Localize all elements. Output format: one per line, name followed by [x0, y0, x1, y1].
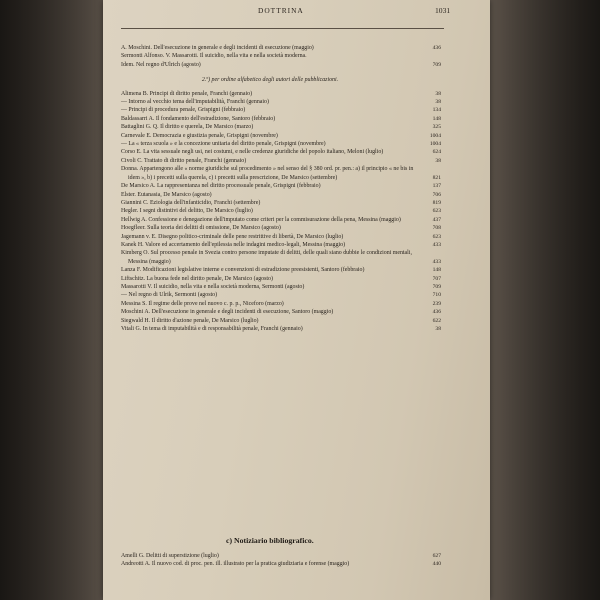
entry-text: Jagemann v. E. Disegno politico-criminale delle pene restrittive di libertà, De Marsico (luglio)	[121, 233, 344, 240]
entry-page: 1004	[429, 141, 441, 148]
index-entry	[121, 115, 441, 123]
index-entry	[121, 249, 441, 266]
entry-page: 623	[432, 208, 441, 215]
entry-text: Moschini A. Dell'esecuzione in generale e degli incidenti di esecuzione, Santoro (maggio)	[121, 309, 334, 316]
entry-page: 148	[432, 267, 441, 274]
entry-text: Alimena B. Principi di diritto penale, Franchi (gennaio)	[121, 90, 253, 97]
entry-page: 38	[435, 90, 441, 97]
entry-text: — La « terza scuola » e la concezione unitaria del diritto penale, Grispigni (novembre)	[121, 141, 326, 148]
index-entry	[121, 191, 441, 199]
entry-text: Lanza F. Modificazioni legislative interne e convenzioni di estradizione preesistenti, Santoro (febbraio)	[121, 267, 365, 274]
entry-page: 819	[432, 199, 441, 206]
index-entry	[121, 90, 441, 98]
entry-page: 709	[432, 283, 441, 290]
index-entry	[121, 199, 441, 207]
index-entry	[121, 300, 441, 308]
index-entry	[121, 182, 441, 190]
index-entry	[121, 317, 441, 325]
index-entry	[121, 148, 441, 156]
entry-page: 433	[432, 258, 441, 265]
entry-page: 1004	[429, 132, 441, 139]
entry-page: 239	[432, 300, 441, 307]
entry-page: 821	[432, 174, 441, 181]
index-entry	[121, 224, 441, 232]
running-title: DOTTRINA	[258, 6, 304, 15]
entry-text: Hegler. I segni distintivi del delitto, De Marsico (luglio)	[121, 208, 253, 215]
entry-text: Amelli G. Delitti di superstizione (luglio)	[121, 553, 219, 559]
index-entry	[121, 560, 441, 568]
index-entry	[121, 157, 441, 165]
entry-page: 38	[435, 99, 441, 106]
entry-page: 624	[432, 149, 441, 156]
entry-text: Baldassarri A. Il fondamento dell'estradizione, Santoro (febbraio)	[121, 115, 276, 122]
entry-text: Andreotti A. Il nuovo cod. di proc. pen. ill. illustrato per la pratica giudiziaria e forense (maggio)	[121, 561, 350, 568]
index-entry	[121, 216, 441, 224]
entry-page: 137	[432, 183, 441, 190]
notiziario-heading: c) Notiziario bibliografico.	[226, 536, 314, 545]
section-heading: 2.º) per ordine alfabetico degli autori delle pubblicazioni.	[201, 77, 339, 84]
index-list	[121, 44, 441, 333]
entry-page: 710	[432, 292, 441, 299]
entry-text: Giannini C. Eziologia dell'infanticidio, Franchi (settembre)	[121, 199, 261, 206]
index-entry	[121, 291, 441, 299]
index-entry	[121, 98, 441, 106]
index-entry	[121, 308, 441, 316]
index-entry	[121, 241, 441, 249]
index-entry	[121, 106, 441, 114]
entry-text: Siegwald H. Il diritto d'azione penale, De Marsico (luglio)	[121, 317, 259, 324]
index-entry	[121, 233, 441, 241]
entry-page: 707	[432, 275, 441, 282]
notiziario-list	[121, 552, 441, 569]
entry-page: 436	[432, 45, 441, 51]
entry-page: 440	[432, 561, 441, 568]
entry-text: Elster. Eutanasia, De Marsico (agosto)	[121, 191, 212, 198]
index-entry	[121, 165, 441, 182]
right-shadow	[490, 0, 600, 600]
entry-page: 437	[432, 216, 441, 223]
index-entry	[121, 275, 441, 283]
entry-page: 706	[432, 191, 441, 198]
entry-page: 325	[432, 124, 441, 131]
entry-page: 38	[435, 157, 441, 164]
entry-text: Corso E. La vita sessuale negli usi, nei costumi, e nelle credenze giuridiche del popolo italiano, Meloni (luglio)	[121, 149, 384, 156]
entry-text: Messina S. Il regime delle prove nel nuovo c. p. p., Niceforo (marzo)	[121, 300, 284, 307]
entry-page: 709	[432, 61, 441, 68]
entry-text: Civoli C. Trattato di diritto penale, Franchi (gennaio)	[121, 157, 247, 164]
index-entry	[121, 266, 441, 274]
entry-text: — Principi di procedura penale, Grispigni (febbraio)	[121, 107, 246, 114]
entry-page: 622	[432, 317, 441, 324]
entry-text: — Nel regno di Ulrik, Sermonti (agosto)	[121, 292, 218, 299]
index-entry	[121, 283, 441, 291]
entry-text: Kimberg O. Sul processo penale in Svezia contro persone imputate di delitti, delle quali siano dubbie le condizioni mentali, Messina (maggio)	[121, 250, 412, 265]
index-entry: Sermonti Alfonso. V. Massarotti. Il suicidio, nella vita e nella società moderna.	[121, 53, 307, 60]
entry-page: 627	[432, 553, 441, 559]
index-entry	[121, 207, 441, 215]
entry-page: 38	[435, 326, 441, 332]
entry-text: Battaglini G. Q. Il diritto e querela, De Marsico (marzo)	[121, 124, 254, 131]
entry-text: Carnevale E. Democrazia e giustizia penale, Grispigni (novembre)	[121, 132, 278, 139]
entry-text: — Intorno al vecchio tema dell'imputabilità, Franchi (gennaio)	[121, 99, 269, 106]
left-shadow	[0, 0, 103, 600]
book-page	[103, 0, 490, 600]
entry-text: Kanek H. Valore ed accertamento dell'epilessia nelle indagini medico-legali, Messina (maggio)	[121, 241, 346, 248]
index-entry	[121, 552, 441, 560]
entry-page: 436	[432, 309, 441, 316]
index-entry	[121, 123, 441, 131]
index-entry	[121, 140, 441, 148]
entry-text: Massarotti V. Il suicidio, nella vita e nella società moderna, Sermonti (agosto)	[121, 283, 305, 290]
header-rule	[121, 28, 444, 29]
entry-page: 433	[432, 241, 441, 248]
entry-text: Hoegfleer. Sulla teoria dei delitti di omissione, De Marsico (agosto)	[121, 225, 281, 232]
index-entry	[121, 325, 441, 333]
index-entry: A. Moschini. Dell'esecuzione in generale e degli incidenti di esecuzione (maggio) 436	[121, 45, 441, 51]
entry-text: Liftschitz. La buona fede nel diritto penale, De Marsico (agosto)	[121, 275, 273, 282]
index-entry: Idem. Nel regno d'Ulrich (agosto) 709	[121, 61, 441, 68]
index-entry	[121, 132, 441, 140]
entry-text: Donna. Appartengono alle « norme giuridiche sul procedimento » nel senso del § 380 ord. pr. pen.: a) il principio « ne bis in idem », b) i precetti sulla querela, c) i precetti sulla prescrizione, De Marsico (settembre)	[121, 166, 414, 181]
entry-page: 623	[432, 233, 441, 240]
entry-page: 148	[432, 115, 441, 122]
page-number: 1031	[435, 6, 451, 15]
entry-page: 708	[432, 225, 441, 232]
entry-text: Hellwig A. Confessione e denegazione dell'imputato come criteri per la commisurazione della pena, Messina (maggio)	[121, 216, 401, 223]
entry-text: Vitali G. In tema di imputabilità e di responsabilità penale, Franchi (gennaio)	[121, 326, 303, 332]
entry-page: 134	[432, 107, 441, 114]
entry-text: De Marsico A. La rappresentanza nel diritto processuale penale, Grispigni (febbraio)	[121, 183, 321, 190]
